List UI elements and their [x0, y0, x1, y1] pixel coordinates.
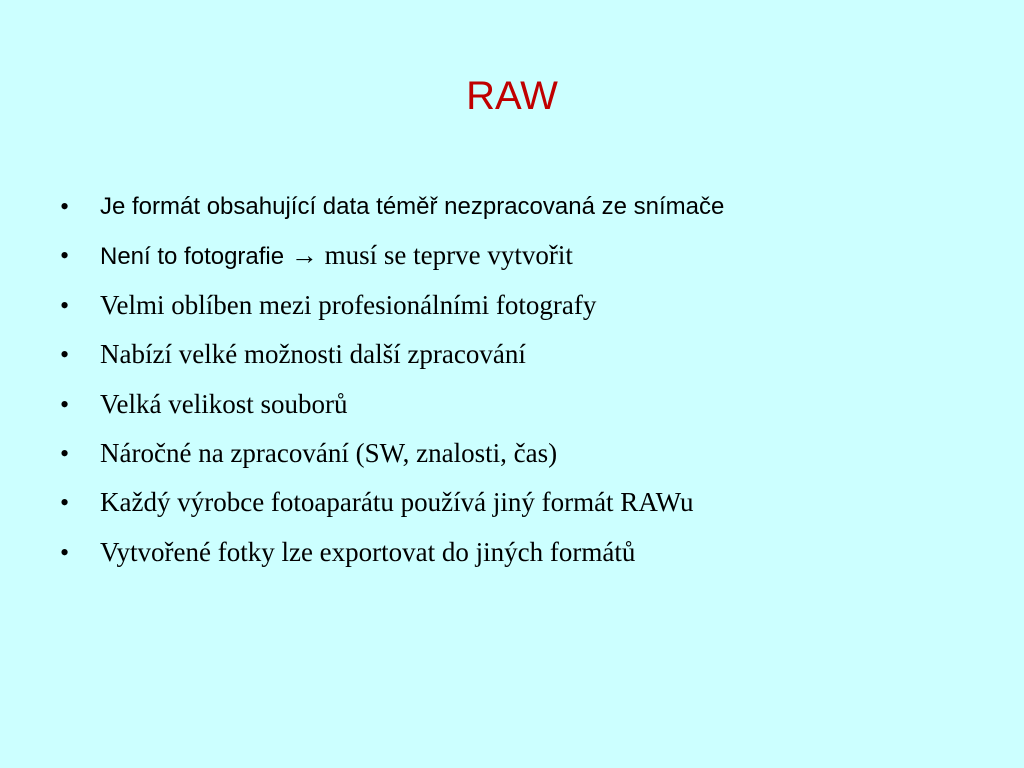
bullet-text-serif-part: → musí se teprve vytvořit	[284, 240, 573, 271]
bullet-text: Velmi oblíben mezi profesionálními fotografy	[100, 289, 597, 320]
bullet-item	[60, 330, 980, 379]
bullet-item	[60, 231, 980, 280]
bullet-item	[60, 281, 980, 330]
bullet-text: Vytvořené fotky lze exportovat do jiných formátů	[100, 536, 636, 567]
bullet-text: Každý výrobce fotoaparátu používá jiný formát RAWu	[100, 487, 694, 518]
bullet-text-sans-part: Není to fotografie	[100, 243, 285, 271]
bullet-icon: •	[60, 241, 70, 271]
bullet-icon: •	[60, 438, 70, 468]
bullet-text: Je formát obsahující data téměř nezpracovaná ze snímače	[100, 193, 725, 220]
bullet-text: Nabízí velké možnosti další zpracování	[100, 339, 526, 370]
bullet-item	[60, 478, 980, 527]
bullet-text: Náročné na zpracování (SW, znalosti, čas)	[100, 437, 558, 468]
bullet-icon: •	[60, 389, 70, 419]
bullet-item	[60, 182, 980, 231]
bullet-item	[60, 380, 980, 429]
bullet-icon: •	[60, 290, 70, 320]
bullet-icon: •	[60, 488, 70, 518]
bullet-item	[60, 429, 980, 478]
slide-title: RAW	[466, 74, 558, 118]
bullet-text	[100, 231, 573, 284]
bullet-item	[60, 528, 980, 577]
bullet-text: Velká velikost souborů	[100, 388, 348, 419]
bullet-icon: •	[60, 340, 70, 370]
bullet-icon: •	[60, 537, 70, 567]
bullet-icon: •	[60, 192, 70, 221]
bullet-list	[60, 182, 980, 577]
